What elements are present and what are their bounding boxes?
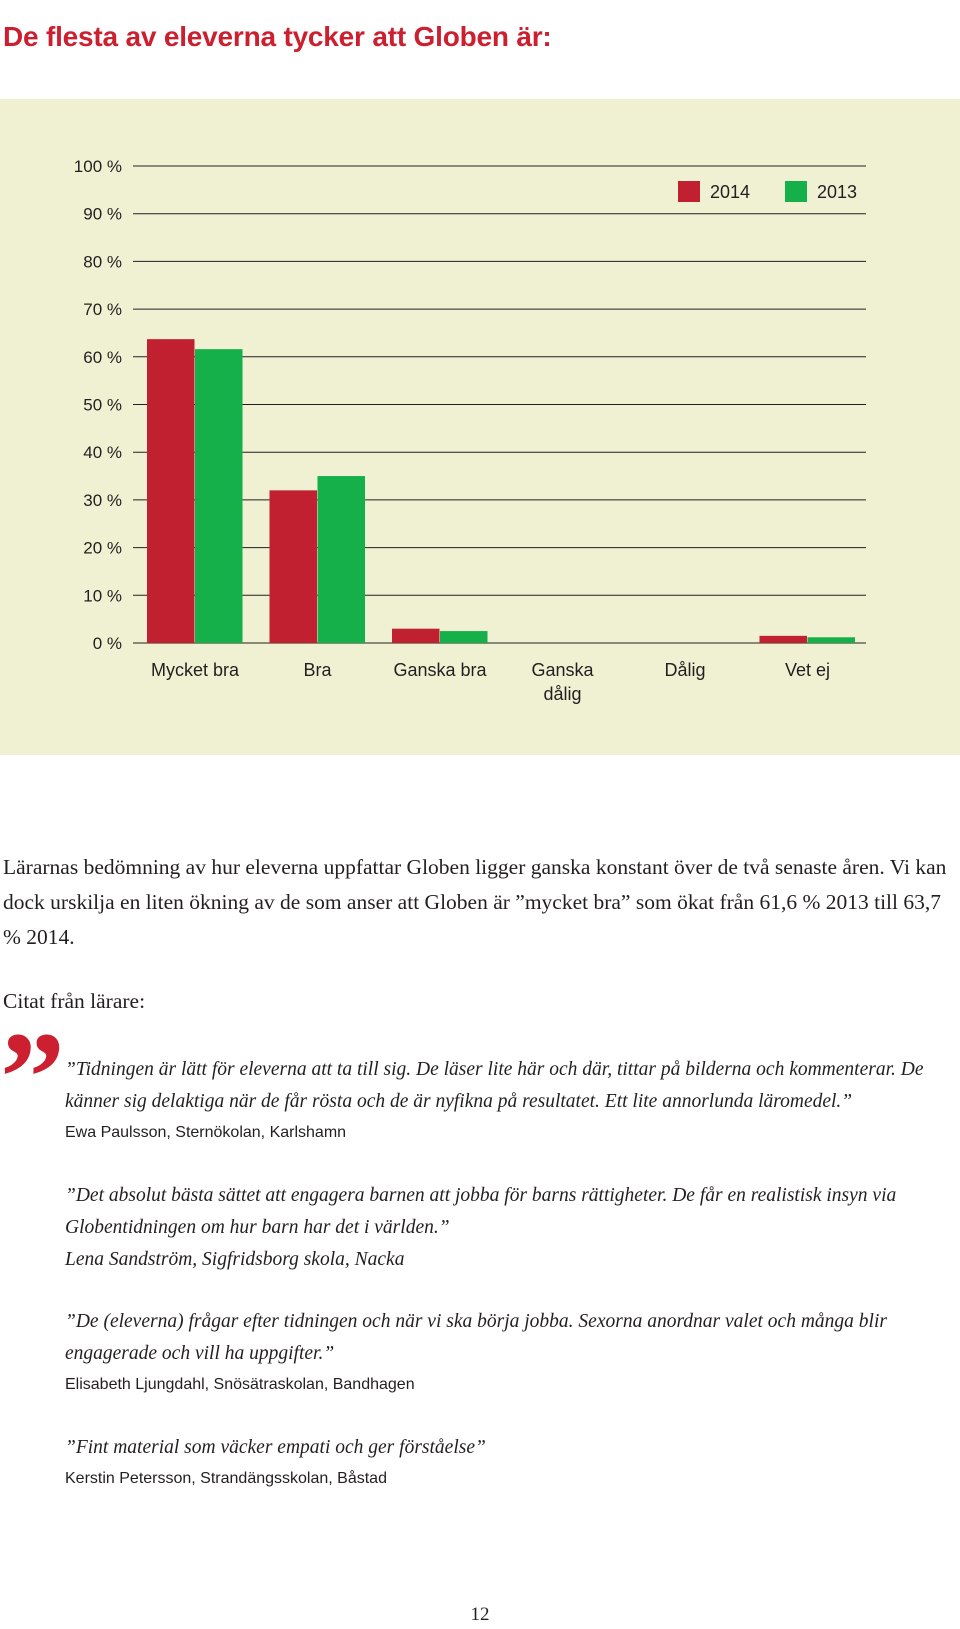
quote-text: ”Det absolut bästa sättet att engagera barnen att jobba för barns rättigheter. De får en realistisk insyn via Globentidningen om hur barn har det i världen.” (65, 1185, 897, 1238)
y-tick-label: 80 % (83, 252, 122, 272)
y-tick-label: 20 % (83, 538, 122, 558)
bar-2013 (808, 637, 856, 643)
quote-author: Ewa Paulsson, Sternökolan, Karlshamn (65, 1124, 347, 1141)
bar-2014 (760, 636, 808, 643)
x-category-label: Dålig (664, 660, 706, 680)
quote-item (65, 1306, 955, 1400)
legend-swatch-2014 (678, 181, 700, 202)
x-category-label: Ganska dålig (531, 660, 594, 704)
y-tick-label: 50 % (83, 395, 122, 415)
quote-text: ”Tidningen är lätt för eleverna att ta till sig. De läser lite här och där, tittar på bilderna och kommenterar. De känner sig delaktiga när de får rösta och de är nyfikna på resultatet. Ett lite annorlunda läromedel.” (65, 1059, 924, 1112)
y-tick-label: 60 % (83, 347, 122, 367)
y-tick-label: 10 % (83, 586, 122, 606)
legend-label: 2014 (710, 182, 751, 202)
bar-2014 (147, 339, 195, 643)
quote-item (65, 1432, 955, 1494)
x-category-label: Mycket bra (150, 660, 240, 680)
legend-swatch-2013 (785, 181, 807, 202)
y-tick-label: 70 % (83, 300, 122, 320)
quote-text: ”De (eleverna) frågar efter tidningen och när vi ska börja jobba. Sexorna anordnar valet och många blir engagerade och vill ha uppgifter.” (65, 1311, 887, 1364)
x-category-label: Ganska bra (393, 660, 487, 680)
bar-2014 (392, 629, 440, 643)
page-number: 12 (470, 1604, 490, 1625)
bar-2013 (440, 631, 488, 643)
quote-item (65, 1180, 955, 1276)
y-tick-label: 30 % (83, 490, 122, 510)
quote-author: Kerstin Petersson, Strandängsskolan, Båstad (65, 1470, 387, 1487)
y-tick-label: 100 % (73, 157, 122, 176)
x-category-label: Vet ej (784, 660, 831, 680)
y-tick-label: 90 % (83, 204, 122, 224)
bar-chart (0, 99, 960, 755)
bar-2013 (195, 349, 243, 643)
y-tick-label: 40 % (83, 443, 122, 463)
quote-text: ”Fint material som väcker empati och ger förståelse” (65, 1437, 486, 1458)
quote-mark-icon: ” (0, 1006, 65, 1150)
bar-2014 (270, 490, 318, 643)
x-category-label: Bra (303, 660, 332, 680)
chart-panel (0, 99, 960, 755)
bar-2013 (318, 476, 366, 643)
quote-item (65, 1054, 955, 1148)
quote-author: Lena Sandström, Sigfridsborg skola, Nacka (65, 1249, 405, 1270)
y-tick-label: 0 % (92, 634, 122, 653)
summary-text: Lärarnas bedömning av hur eleverna uppfattar Globen ligger ganska konstant över de två senaste åren. Vi kan dock urskilja en liten ökning av de som anser att Globen är ”mycket bra” som ökat från 61,6 % 2013 till 63,7 % 2014. (3, 855, 947, 949)
quotes-heading: Citat från lärare: (3, 989, 146, 1013)
quote-author: Elisabeth Ljungdahl, Snösätraskolan, Bandhagen (65, 1376, 415, 1393)
page-title: De flesta av eleverna tycker att Globen är: (3, 20, 552, 52)
legend-label: 2013 (817, 182, 858, 202)
